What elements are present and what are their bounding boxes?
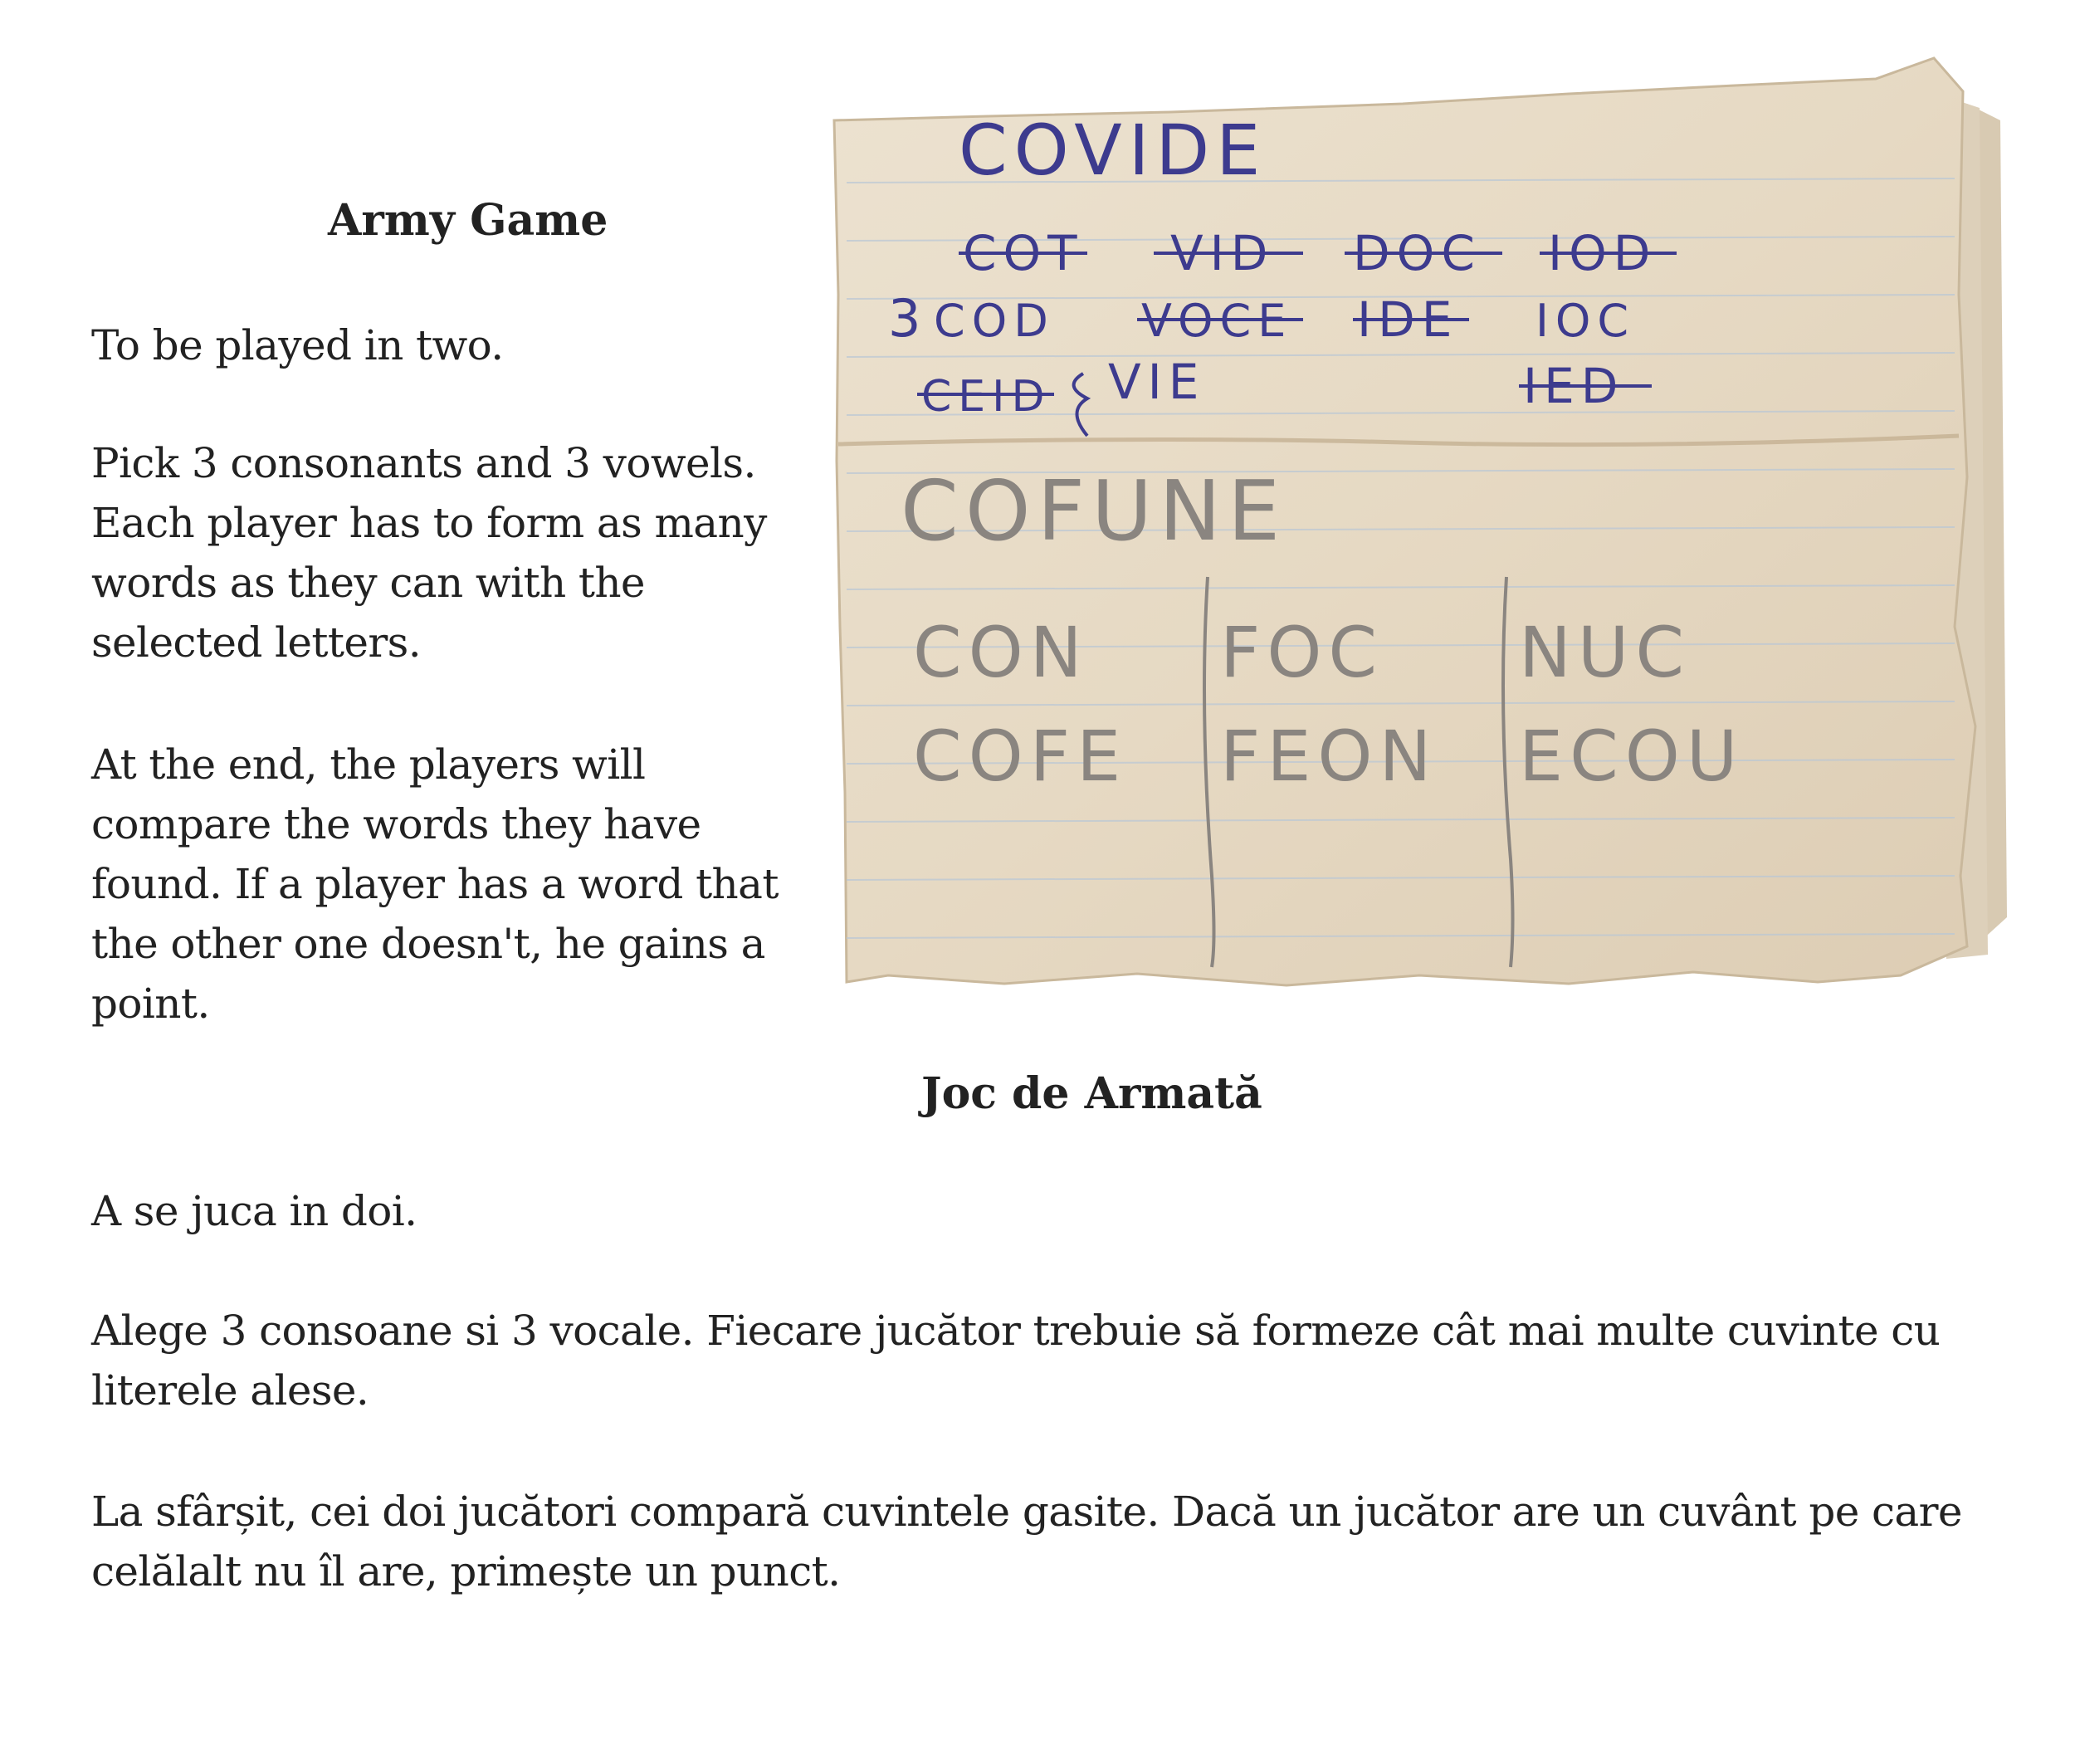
ink-word: DOC xyxy=(1353,225,1482,281)
ink-word: IOD xyxy=(1548,225,1658,281)
ink-word: VIE xyxy=(1108,354,1206,410)
paragraph-english-1: To be played in two. xyxy=(91,321,504,369)
ink-word: IOC xyxy=(1536,295,1636,347)
title-english: Army Game xyxy=(328,195,608,246)
title-romanian: Joc de Armată xyxy=(921,1068,1262,1119)
paragraph-romanian-3: La sfârșit, cei doi jucători compară cuvintele gasite. Dacă un jucător are un cuvânt pe care celălalt nu îl are, primește un punct. xyxy=(91,1488,1962,1595)
ink-prefix: 3 xyxy=(888,288,928,349)
pencil-word: ECOU xyxy=(1519,716,1745,797)
ink-word: IED xyxy=(1523,358,1625,414)
paragraph-english-2: Pick 3 consonants and 3 vowels. Each player has to form as many words as they can with the selected letters. xyxy=(91,439,767,667)
pencil-word: CON xyxy=(913,612,1089,693)
ink-heading: COVIDE xyxy=(959,110,1267,191)
paragraph-romanian-2: Alege 3 consoane si 3 vocale. Fiecare jucător trebuie să formeze cât mai multe cuvinte cu literele alese. xyxy=(91,1307,1941,1415)
ink-word: COD xyxy=(934,295,1055,347)
handwritten-note-photo xyxy=(822,46,2050,1009)
ink-word: CEID xyxy=(921,372,1052,422)
ink-word: VID xyxy=(1170,225,1275,281)
pencil-word: COFE xyxy=(913,716,1128,797)
ink-word: COT xyxy=(963,225,1084,281)
pencil-heading: COFUNE xyxy=(901,462,1287,559)
paragraph-romanian-1: A se juca in doi. xyxy=(91,1187,417,1235)
pencil-word: NUC xyxy=(1519,612,1691,693)
ink-word: IDE xyxy=(1357,291,1459,348)
pencil-word: FOC xyxy=(1220,612,1384,693)
paragraph-english-3: At the end, the players will compare the words they have found. If a player has a word that the other one doesn't, he gains a point. xyxy=(91,740,779,1028)
ink-word: VOCE xyxy=(1141,295,1293,347)
pencil-word: FEON xyxy=(1220,716,1438,797)
